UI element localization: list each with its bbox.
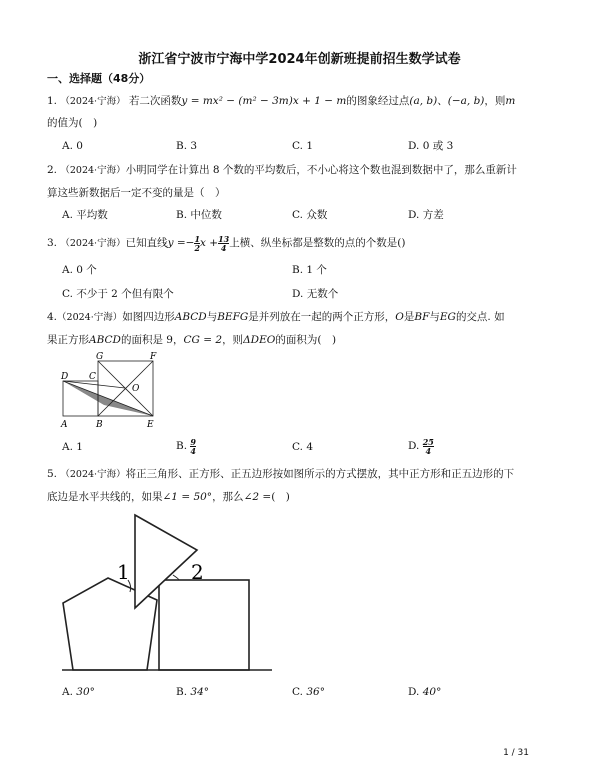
q4-option-b <box>176 436 196 456</box>
question-5 <box>47 467 514 482</box>
q3-xplus: x + <box>200 237 219 249</box>
q4-option-d-den: 4 <box>423 446 434 455</box>
q4-option-d <box>408 436 434 456</box>
q4-label-o: O <box>132 384 140 394</box>
q4-eg: EG <box>439 311 456 323</box>
q1-number: 1. <box>47 95 58 107</box>
q4-text: 的面积是 9， <box>120 334 184 346</box>
q2-option-c: C. 众数 <box>292 209 328 221</box>
q4-option-b-den: 4 <box>190 445 196 456</box>
section-heading: 一、选择题（48分） <box>47 72 151 85</box>
question-3 <box>47 234 405 253</box>
q4-text: 与 <box>429 311 440 323</box>
q4-option-b-num: 9 <box>190 436 196 447</box>
q4-figure <box>58 350 168 432</box>
q4-text: 是 <box>403 311 415 323</box>
q4-label-d: D <box>61 372 69 382</box>
q1-text-post: 的图象经过点 <box>346 95 410 107</box>
q3-source: （2024·宁海） <box>60 238 126 249</box>
q3-option-c: C. 不少于 2 个但有限个 <box>62 288 174 300</box>
q5-number: 5. <box>47 468 58 480</box>
q5-option-a-value: 30° <box>76 686 95 698</box>
q3-post: 上横、纵坐标都是整数的点的个数是() <box>229 237 406 249</box>
q4-label-a: A <box>61 420 68 430</box>
q3-number: 3. <box>47 237 58 249</box>
q5-option-c-letter: C. <box>292 686 303 698</box>
q4-text: 果正方形 <box>47 334 89 346</box>
q1-text-pre: 若二次函数 <box>128 95 182 107</box>
q2-option-b: B. 中位数 <box>176 209 222 221</box>
q3-frac2-num: 13 <box>218 233 230 244</box>
q3-frac1-num: 1 <box>194 233 201 244</box>
q5-square <box>159 580 249 670</box>
page-title: 浙江省宁波市宁海中学2024年创新班提前招生数学试卷 <box>138 52 461 67</box>
q4-option-d-letter: D. <box>408 440 420 452</box>
q4-option-b-letter: B. <box>176 440 188 452</box>
q5-option-c <box>292 685 325 699</box>
q1-m: m <box>505 95 516 107</box>
q3-option-b: B. 1 个 <box>292 264 327 276</box>
q2-line1: 小明同学在计算出 8 个数的平均数后，不小心将这个数也混到数据中了，那么重新计 <box>125 164 517 176</box>
q5-text: ，那么 <box>212 491 244 503</box>
q4-label-f: F <box>150 352 157 362</box>
q1-option-b: B. 3 <box>176 140 198 152</box>
q1-line2: 的值为( ) <box>47 117 98 129</box>
q4-label-c: C <box>89 372 96 382</box>
q5-line2 <box>47 490 290 504</box>
q4-abcd: ABCD <box>174 311 207 323</box>
q4-source: （2024·宁海） <box>57 312 123 323</box>
q4-text: 是并列放在一起的两个正方形， <box>248 311 396 323</box>
q1-point1: (a, b) <box>409 95 438 107</box>
q1-source: （2024·宁海） <box>60 96 126 107</box>
q4-option-d-num: 25 <box>422 436 434 447</box>
q1-point2: (−a, b) <box>447 95 485 107</box>
q3-frac2-den: 4 <box>218 243 229 252</box>
q5-option-a <box>62 685 95 699</box>
q2-source: （2024·宁海） <box>60 165 126 176</box>
q3-pre: 已知直线 <box>125 237 168 249</box>
q1-option-d: D. 0 或 3 <box>408 140 454 152</box>
q5-option-d-value: 40° <box>422 686 442 698</box>
q4-befg: BEFG <box>217 311 249 323</box>
q5-text: ( ) <box>271 491 290 503</box>
q1-sep: 、 <box>437 95 448 107</box>
q5-figure <box>58 508 278 676</box>
q5-label-1: 1 <box>117 560 130 584</box>
q4-o: O <box>395 311 404 323</box>
q5-text: 底边是水平共线的，如果 <box>47 491 163 503</box>
q5-option-b-value: 34° <box>190 686 210 698</box>
q4-deo: ΔDEO <box>243 334 276 346</box>
q4-bf: BF <box>414 311 430 323</box>
q2-line2: 算这些新数据后一定不变的量是（ ） <box>47 187 226 199</box>
q1-formula: y = mx² − (m² − 3m)x + 1 − m <box>181 95 347 107</box>
q4-number: 4. <box>47 311 58 323</box>
q3-y: y =− <box>167 237 195 249</box>
question-2 <box>47 163 517 178</box>
q5-option-c-value: 36° <box>306 686 325 698</box>
q2-option-d: D. 方差 <box>408 209 444 221</box>
q4-line2 <box>47 333 336 347</box>
q3-frac2 <box>218 235 229 252</box>
q4-label-g: G <box>96 352 104 362</box>
q2-option-a: A. 平均数 <box>62 209 108 221</box>
q5-option-b-letter: B. <box>176 686 188 698</box>
q4-option-a: A. 1 <box>62 441 83 453</box>
q4-text: 的面积为( ) <box>275 334 337 346</box>
q4-label-b: B <box>96 420 103 430</box>
q5-option-d <box>408 685 441 699</box>
q4-text: ，则 <box>222 334 244 346</box>
q3-option-a: A. 0 个 <box>62 264 97 276</box>
q4-option-b-frac <box>190 438 196 455</box>
q5-angle2: ∠2 = <box>243 491 272 503</box>
q5-option-a-letter: A. <box>62 686 73 698</box>
q5-line1: 将正三角形、正方形、正五边形按如图所示的方式摆放，其中正方形和正五边形的下 <box>125 468 515 480</box>
q4-abcd: ABCD <box>89 334 121 346</box>
q4-cg: CG = 2 <box>183 334 223 346</box>
q5-angle1: ∠1 = 50° <box>162 491 213 503</box>
q4-text: 的交点. 如 <box>455 311 505 323</box>
q5-triangle <box>135 515 197 608</box>
q1-option-c: C. 1 <box>292 140 314 152</box>
q4-square-abcd <box>63 381 98 416</box>
question-1 <box>47 94 515 109</box>
q5-option-b <box>176 685 209 699</box>
q3-frac1-den: 2 <box>194 242 201 253</box>
q2-number: 2. <box>47 164 58 176</box>
q4-text: 与 <box>206 311 218 323</box>
q5-label-2: 2 <box>191 560 204 584</box>
question-4 <box>47 310 505 325</box>
q4-label-e: E <box>147 420 154 430</box>
q3-option-d: D. 无数个 <box>292 288 339 300</box>
page-number: 1 / 31 <box>503 748 529 758</box>
q5-source: （2024·宁海） <box>60 469 126 480</box>
q5-option-d-letter: D. <box>408 686 420 698</box>
q4-option-d-frac <box>423 438 434 455</box>
q4-option-c: C. 4 <box>292 441 314 453</box>
q4-text: 如图四边形 <box>122 311 175 323</box>
q1-option-a: A. 0 <box>62 140 83 152</box>
q1-end: ，则 <box>484 95 506 107</box>
